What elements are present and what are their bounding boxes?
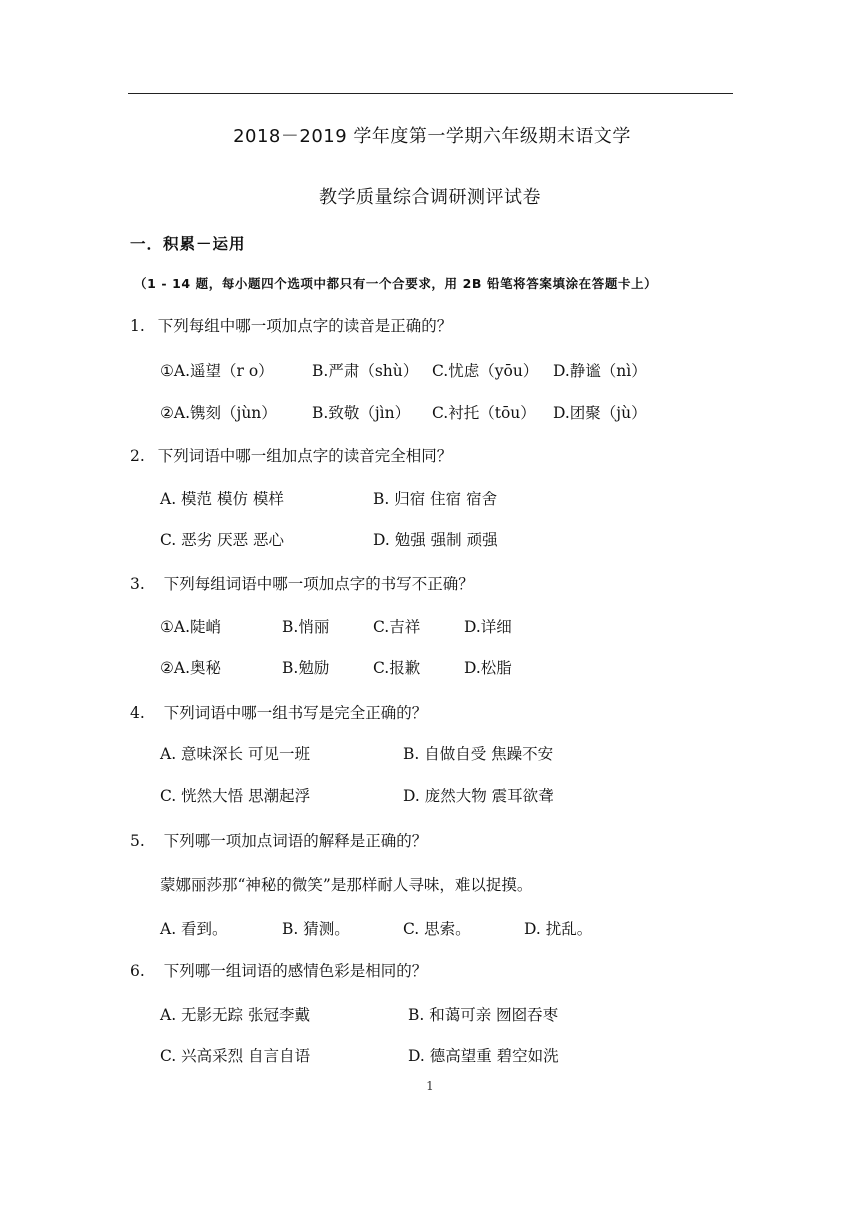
option: B. 自做自受 焦躁不安: [403, 745, 554, 763]
option: D. 庞然大物 震耳欲聋: [403, 787, 554, 805]
question-text: 下列词语中哪一组加点字的读音完全相同？: [157, 447, 453, 465]
question-number: 1.: [130, 317, 145, 335]
option: D.松脂: [464, 659, 512, 677]
question-5: [130, 829, 427, 851]
option: D.团聚（jù）: [553, 404, 647, 422]
option: B.勉励: [282, 659, 330, 677]
question-text: 下列哪一组词语的感情色彩是相同的？: [163, 962, 428, 980]
exam-title-line1: 2018－2019 学年度第一学期六年级期末语文学: [233, 126, 631, 147]
question-text: 下列哪一项加点词语的解释是正确的？: [163, 832, 428, 850]
option: A. 模范 模仿 模样: [160, 490, 284, 508]
option: C. 恍然大悟 思潮起浮: [160, 787, 311, 805]
option: A. 看到。: [160, 920, 228, 938]
question-number: 4.: [130, 704, 145, 722]
question-4: [130, 701, 427, 723]
option: ①A.陡峭: [160, 618, 222, 636]
option: B.悄丽: [282, 618, 330, 636]
option: B.致敬（jìn）: [312, 404, 411, 422]
option: B. 和蔼可亲 囫囵吞枣: [408, 1006, 559, 1024]
question-2: [130, 444, 452, 466]
question-3: [130, 572, 474, 594]
option: ①A.遥望（r o）: [160, 362, 274, 380]
question-6: [130, 959, 427, 981]
question-number: 6.: [130, 962, 145, 980]
question-number: 3.: [130, 575, 145, 593]
option: B. 猜测。: [282, 920, 350, 938]
option: D. 勉强 强制 顽强: [373, 531, 498, 549]
question-number: 2.: [130, 447, 145, 465]
header-rule: [128, 93, 733, 94]
exam-title-line2: 教学质量综合调研测评试卷: [319, 187, 541, 208]
option: ②A.奥秘: [160, 659, 222, 677]
page-number: 1: [426, 1079, 434, 1093]
option: D.静谧（nì）: [553, 362, 647, 380]
option: C.吉祥: [373, 618, 421, 636]
option: D. 德高望重 碧空如洗: [408, 1047, 559, 1065]
option: C.报歉: [373, 659, 421, 677]
question-1: [130, 314, 452, 336]
option: A. 意味深长 可见一班: [160, 745, 310, 763]
question-text: 下列每组中哪一项加点字的读音是正确的？: [157, 317, 453, 335]
question-number: 5.: [130, 832, 145, 850]
option: B.严肃（shù）: [312, 362, 419, 380]
option: D.详细: [464, 618, 512, 636]
option: C.衬托（tōu）: [432, 404, 536, 422]
option: D. 扰乱。: [524, 920, 593, 938]
option: C.忧虑（yōu）: [432, 362, 539, 380]
section-heading: 一．积累－运用: [130, 235, 246, 253]
option: ②A.镌刻（jùn）: [160, 404, 277, 422]
option: A. 无影无踪 张冠李戴: [160, 1006, 310, 1024]
section-instruction: （1 - 14 题，每小题四个选项中都只有一个合要求，用 2B 铅笔将答案填涂在答题卡上）: [134, 276, 658, 291]
question-text: 下列词语中哪一组书写是完全正确的？: [163, 704, 428, 722]
option: C. 恶劣 厌恶 恶心: [160, 531, 285, 549]
question-text: 下列每组词语中哪一项加点字的书写不正确？: [163, 575, 474, 593]
question-5-sentence: 蒙娜丽莎那“神秘的微笑”是那样耐人寻味，难以捉摸。: [160, 876, 533, 894]
option: C. 思索。: [403, 920, 471, 938]
option: C. 兴高采烈 自言自语: [160, 1047, 311, 1065]
option: B. 归宿 住宿 宿舍: [373, 490, 498, 508]
